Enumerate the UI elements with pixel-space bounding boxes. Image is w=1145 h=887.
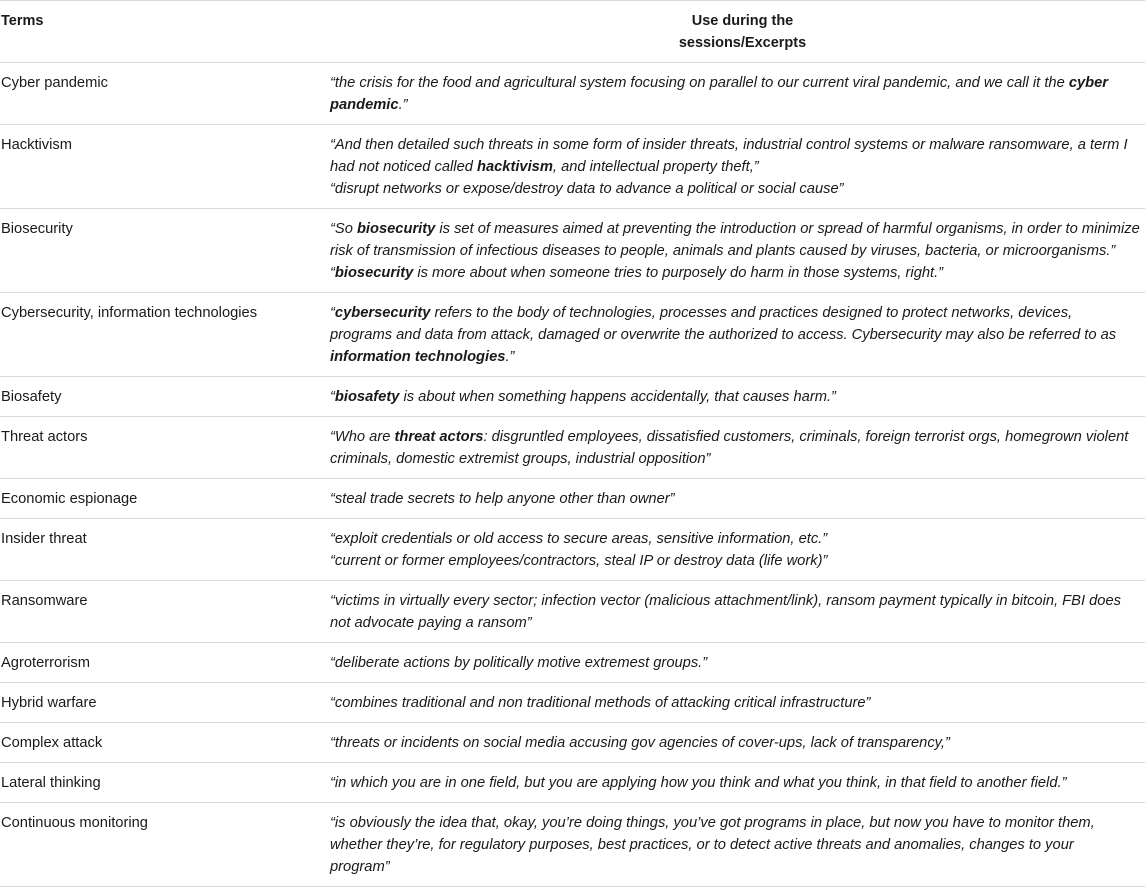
excerpt-cell — [330, 377, 1145, 417]
table-row — [0, 479, 1145, 519]
excerpt-line — [330, 692, 1145, 714]
excerpt-text: “in which you are in one field, but you are applying how you think and what you think, in that field to another field.” — [330, 775, 1067, 791]
excerpt-text: programs and data from attack, damaged or overwrite the authorized to access. Cybersecurity may also be referred to as — [330, 327, 1117, 343]
excerpt-highlight-term: biosecurity — [356, 221, 436, 237]
excerpt-line — [330, 652, 1145, 674]
term-cell: Hacktivism — [0, 125, 330, 209]
excerpt-text: “the crisis for the food and agricultural system focusing on parallel to our current viral pandemic, and we call it the — [330, 75, 1069, 91]
excerpt-highlight-term: hacktivism — [476, 159, 553, 175]
excerpt-cell — [330, 293, 1145, 377]
excerpt-cell — [330, 803, 1145, 887]
excerpt-text: : disgruntled employees, dissatisfied customers, criminals, foreign terrorist orgs, homegrown violent — [483, 429, 1129, 445]
excerpt-cell — [330, 417, 1145, 479]
excerpt-line — [330, 856, 1145, 878]
excerpt-text: risk of transmission of infectious diseases to people, animals and plants caused by viruses, bacteria, or microorganisms.” — [330, 243, 1116, 259]
excerpt-text: is set of measures aimed at preventing the introduction or spread of harmful organisms, in order to minimize — [435, 221, 1140, 237]
header-use — [330, 1, 1145, 63]
excerpt-line — [330, 72, 1145, 94]
excerpt-cell — [330, 643, 1145, 683]
excerpt-line — [330, 218, 1145, 240]
excerpt-text: “current or former employees/contractors, steal IP or destroy data (life work)” — [330, 553, 828, 569]
excerpt-text: .” — [505, 349, 515, 365]
header-terms: Terms — [0, 1, 330, 63]
excerpt-highlight-term: pandemic — [330, 97, 399, 113]
excerpt-text: program” — [330, 859, 390, 875]
excerpt-highlight-term: cyber — [1068, 75, 1109, 91]
table-body — [0, 63, 1145, 887]
table-row — [0, 643, 1145, 683]
table-row — [0, 377, 1145, 417]
excerpt-line — [330, 302, 1145, 324]
excerpt-text: “disrupt networks or expose/destroy data to advance a political or social cause” — [330, 181, 844, 197]
table-row — [0, 519, 1145, 581]
table-row — [0, 723, 1145, 763]
excerpt-cell — [330, 763, 1145, 803]
excerpt-line — [330, 550, 1145, 572]
table-row — [0, 63, 1145, 125]
excerpt-cell — [330, 209, 1145, 293]
excerpt-text: , and intellectual property theft,” — [552, 159, 759, 175]
excerpt-text: “ — [330, 265, 335, 281]
table-row — [0, 125, 1145, 209]
excerpt-text: “is obviously the idea that, okay, you’re doing things, you’ve got programs in place, but now you have to monitor them, — [330, 815, 1095, 831]
excerpt-line — [330, 346, 1145, 368]
term-cell: Threat actors — [0, 417, 330, 479]
header-use-line-2: sessions/Excerpts — [678, 35, 807, 51]
excerpt-highlight-term: biosecurity — [334, 265, 414, 281]
excerpt-line — [330, 324, 1145, 346]
excerpt-text: had not noticed called — [330, 159, 477, 175]
excerpt-cell — [330, 479, 1145, 519]
excerpt-line — [330, 262, 1145, 284]
excerpt-line — [330, 240, 1145, 262]
excerpt-line — [330, 156, 1145, 178]
excerpt-text: is about when something happens accidentally, that causes harm.” — [399, 389, 836, 405]
excerpt-text: “threats or incidents on social media accusing gov agencies of cover-ups, lack of transparency,” — [330, 735, 950, 751]
excerpt-line — [330, 834, 1145, 856]
term-cell: Cybersecurity, information technologies — [0, 293, 330, 377]
table-row — [0, 803, 1145, 887]
excerpt-line — [330, 488, 1145, 510]
excerpt-highlight-term: information technologies — [330, 349, 506, 365]
excerpt-text: “deliberate actions by politically motive extremest groups.” — [330, 655, 708, 671]
table-row — [0, 763, 1145, 803]
term-cell: Insider threat — [0, 519, 330, 581]
table-row — [0, 417, 1145, 479]
excerpt-text: “exploit credentials or old access to secure areas, sensitive information, etc.” — [330, 531, 828, 547]
term-cell: Hybrid warfare — [0, 683, 330, 723]
excerpt-line — [330, 528, 1145, 550]
term-cell: Economic espionage — [0, 479, 330, 519]
excerpt-line — [330, 612, 1145, 634]
excerpt-line — [330, 426, 1145, 448]
excerpt-cell — [330, 683, 1145, 723]
excerpt-text: whether they’re, for regulatory purposes, best practices, or to detect active threats and anomalies, changes to your — [330, 837, 1074, 853]
excerpt-line — [330, 732, 1145, 754]
term-cell: Agroterrorism — [0, 643, 330, 683]
excerpt-text: .” — [398, 97, 408, 113]
excerpt-text: not advocate paying a ransom” — [330, 615, 532, 631]
excerpt-line — [330, 448, 1145, 470]
header-use-line-1: Use during the — [691, 13, 794, 29]
excerpt-text: “And then detailed such threats in some form of insider threats, industrial control systems or malware ransomware, a term I — [330, 137, 1128, 153]
term-cell: Ransomware — [0, 581, 330, 643]
excerpt-text: is more about when someone tries to purposely do harm in those systems, right.” — [413, 265, 944, 281]
excerpt-cell — [330, 519, 1145, 581]
excerpt-cell — [330, 581, 1145, 643]
term-cell: Biosafety — [0, 377, 330, 417]
excerpt-text: “ — [330, 389, 335, 405]
excerpt-line — [330, 772, 1145, 794]
excerpt-line — [330, 812, 1145, 834]
table-row — [0, 581, 1145, 643]
term-cell: Complex attack — [0, 723, 330, 763]
term-cell: Biosecurity — [0, 209, 330, 293]
excerpt-text: “ — [330, 305, 335, 321]
excerpt-text: “Who are — [330, 429, 395, 445]
excerpt-line — [330, 386, 1145, 408]
excerpt-text: “combines traditional and non traditional methods of attacking critical infrastructure” — [330, 695, 871, 711]
excerpt-line — [330, 134, 1145, 156]
excerpt-highlight-term: cybersecurity — [334, 305, 431, 321]
excerpt-line — [330, 178, 1145, 200]
table-row — [0, 209, 1145, 293]
excerpt-text: “steal trade secrets to help anyone other than owner” — [330, 491, 675, 507]
excerpt-text: “So — [330, 221, 357, 237]
excerpt-line — [330, 590, 1145, 612]
excerpt-cell — [330, 63, 1145, 125]
excerpt-text: criminals, domestic extremist groups, industrial opposition” — [330, 451, 711, 467]
excerpt-text: “victims in virtually every sector; infection vector (malicious attachment/link), ransom payment typically in bitcoin, FBI does — [330, 593, 1121, 609]
table-row — [0, 683, 1145, 723]
excerpt-text: refers to the body of technologies, processes and practices designed to protect networks, devices, — [430, 305, 1073, 321]
excerpt-cell — [330, 125, 1145, 209]
excerpt-highlight-term: biosafety — [334, 389, 400, 405]
term-cell: Cyber pandemic — [0, 63, 330, 125]
excerpt-cell — [330, 723, 1145, 763]
table-row — [0, 293, 1145, 377]
excerpt-highlight-term: threat actors — [394, 429, 484, 445]
term-cell: Lateral thinking — [0, 763, 330, 803]
term-cell: Continuous monitoring — [0, 803, 330, 887]
excerpt-line — [330, 94, 1145, 116]
header-row — [0, 1, 1145, 63]
